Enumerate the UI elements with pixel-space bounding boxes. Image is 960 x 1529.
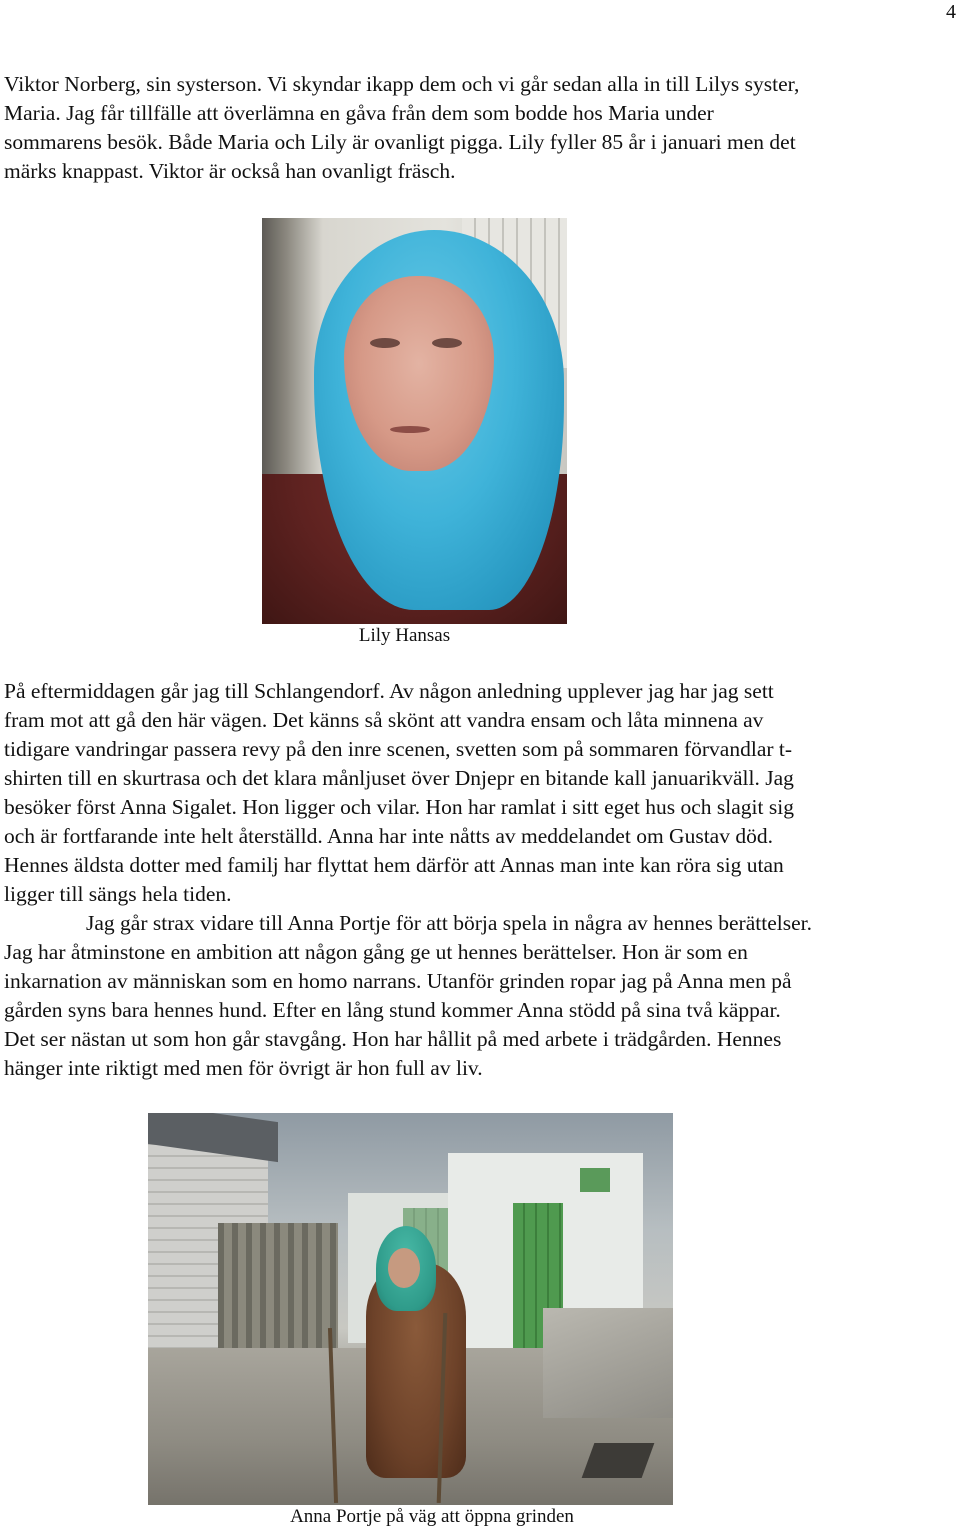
text-line: fram mot att gå den här vägen. Det känns så skönt att vandra ensam och låta minnena av — [4, 708, 764, 732]
text-line: besöker först Anna Sigalet. Hon ligger och vilar. Hon har ramlat i sitt eget hus och slagit sig — [4, 795, 794, 819]
photo-wall — [543, 1308, 673, 1418]
text-line: och är fortfarande inte helt återställd. Anna har inte nåtts av meddelandet om Gustav död. — [4, 824, 773, 848]
text-line: inkarnation av människan som en homo narrans. Utanför grinden ropar jag på Anna men på — [4, 969, 792, 993]
photo1-caption: Lily Hansas — [358, 625, 451, 646]
text-line: tidigare vandringar passera revy på den inre scenen, svetten som på sommaren förvandlar t- — [4, 737, 793, 761]
text-line: Maria. Jag får tillfälle att överlämna en gåva från dem som bodde hos Maria under — [4, 101, 714, 125]
text-line: märks knappast. Viktor är också han ovanligt fräsch. — [4, 159, 456, 183]
text-line: sommarens besök. Både Maria och Lily är ovanligt pigga. Lily fyller 85 år i januari men det — [4, 130, 796, 154]
photo-drain — [582, 1443, 655, 1478]
photo-eye — [432, 338, 462, 348]
photo-anna-portje — [148, 1113, 673, 1505]
photo-face — [344, 276, 494, 471]
paragraph-3 — [4, 909, 954, 1083]
photo2-caption: Anna Portje på väg att öppna grinden — [290, 1506, 574, 1527]
text-line: ligger till sängs hela tiden. — [4, 882, 232, 906]
text-line: Viktor Norberg, sin systerson. Vi skyndar ikapp dem och vi går sedan alla in till Lilys syster, — [4, 72, 800, 96]
paragraph-2 — [4, 677, 954, 909]
photo-lily-hansas — [262, 218, 567, 624]
paragraph-1 — [4, 70, 954, 186]
text-line: Det ser nästan ut som hon går stavgång. Hon har hållit på med arbete i trädgården. Hennes — [4, 1027, 782, 1051]
text-line: shirten till en skurtrasa och det klara månljuset över Dnjepr en bitande kall januarikväll. Jag — [4, 766, 794, 790]
text-line: gården syns bara hennes hund. Efter en lång stund kommer Anna stödd på sina två käppar. — [4, 998, 781, 1022]
photo-eye — [370, 338, 400, 348]
text-line: Hennes äldsta dotter med familj har flyttat hem därför att Annas man inte kan röra sig utan — [4, 853, 784, 877]
photo-mouth — [390, 426, 430, 433]
photo-shed-window — [580, 1168, 610, 1192]
page-number: 4 — [946, 1, 956, 23]
photo-face — [388, 1248, 420, 1288]
text-line: hänger inte riktigt med men för övrigt är hon full av liv. — [4, 1056, 483, 1080]
text-line: Jag har åtminstone en ambition att någon gång ge ut hennes berättelser. Hon är som en — [4, 940, 748, 964]
text-line: Jag går strax vidare till Anna Portje för att börja spela in några av hennes berättelser. — [86, 911, 812, 935]
text-line: På eftermiddagen går jag till Schlangendorf. Av någon anledning upplever jag har jag sett — [4, 679, 774, 703]
